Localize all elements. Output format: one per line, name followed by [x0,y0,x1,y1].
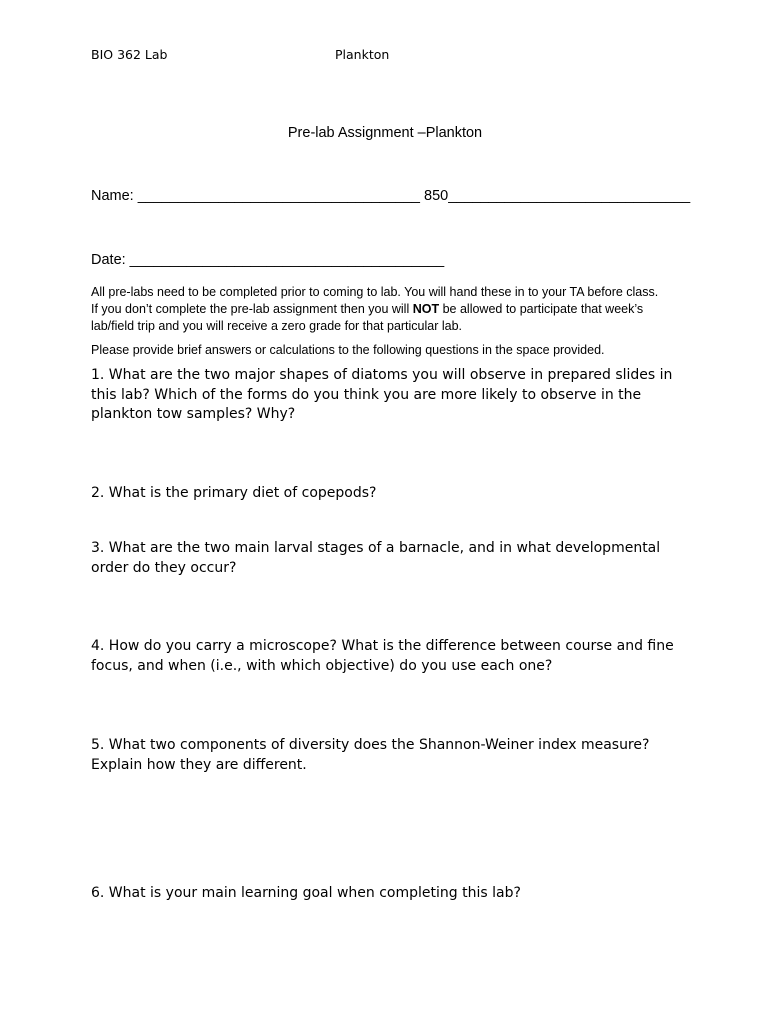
question-line: Explain how they are different. [91,756,307,773]
instructions-line: All pre-labs need to be completed prior to coming to lab. You will hand these in to your TA before class. [91,285,659,299]
question-2 [91,484,691,504]
instructions-emphasis: NOT [412,302,440,316]
question-line: focus, and when (i.e., with which objective) do you use each one? [91,657,553,674]
question-line: this lab? Which of the forms do you think you are more likely to observe in the [91,386,642,403]
instructions-line: lab/field trip and you will receive a zero grade for that particular lab. [91,319,463,333]
question-line: plankton tow samples? Why? [91,406,296,422]
instructions-paragraph [91,284,691,335]
instructions-text: be allowed to participate that week’s [439,302,644,316]
question-6 [91,884,691,904]
name-field-line: Name: ___________________________________ 850______________________________ [91,188,691,204]
question-line: 3. What are the two main larval stages of a barnacle, and in what developmental [91,540,661,556]
question-4 [91,637,691,676]
answer-instructions: Please provide brief answers or calculations to the following questions in the space provided. [91,343,605,357]
header-topic: Plankton [335,47,390,62]
question-line: 4. How do you carry a microscope? What is the difference between course and fine [91,638,674,654]
question-line: order do they occur? [91,559,237,576]
question-line: 2. What is the primary diet of copepods? [91,485,377,501]
instructions-text: If you don’t complete the pre-lab assignment then you will [91,302,413,316]
question-line: 5. What two components of diversity does the Shannon-Weiner index measure? [91,737,650,753]
question-line: 6. What is your main learning goal when completing this lab? [91,885,521,901]
question-1 [91,366,691,425]
question-line: 1. What are the two major shapes of diatoms you will observe in prepared slides in [91,367,673,383]
page-title: Pre-lab Assignment –Plankton [287,125,483,141]
date-field-line: Date: _______________________________________ [91,252,445,268]
header-course: BIO 362 Lab [91,47,168,62]
instructions-line [91,301,691,318]
question-5 [91,736,691,775]
question-3 [91,539,691,578]
